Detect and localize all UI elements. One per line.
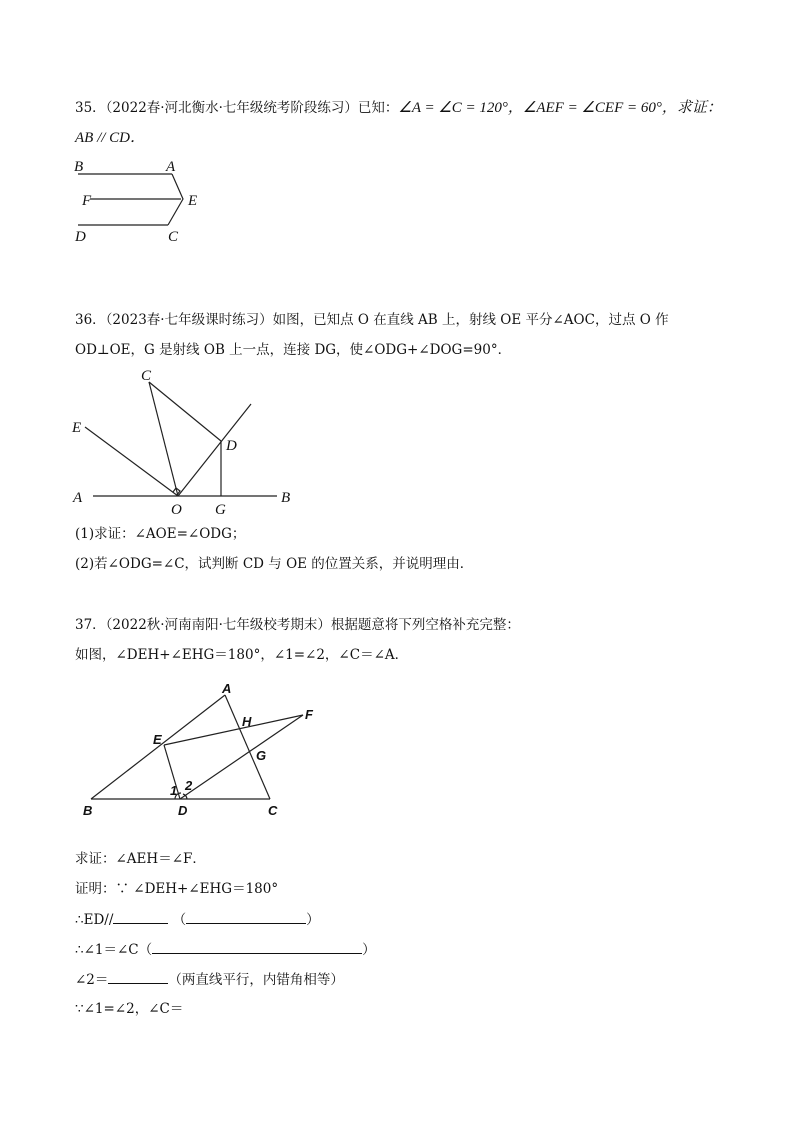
- label-f: F: [305, 707, 313, 722]
- q37-proof-start: 证明：∵ ∠DEH+∠EHG＝180°: [75, 881, 279, 897]
- label-e: E: [153, 732, 162, 747]
- label-g: G: [215, 502, 226, 518]
- blank-step1-reason[interactable]: [186, 909, 306, 924]
- ray-od: [178, 404, 251, 496]
- step3-reason: （两直线平行，内错角相等）: [168, 972, 344, 988]
- q37-step3: [75, 969, 344, 990]
- paren-open-1: （: [172, 912, 187, 928]
- q37-figure: [75, 675, 335, 825]
- q36-figure: [65, 362, 305, 522]
- label-e: E: [188, 193, 198, 209]
- label-c: C: [268, 803, 278, 818]
- label-b: B: [74, 159, 84, 175]
- label-e: E: [72, 420, 82, 436]
- step3-text: ∠2＝: [75, 972, 109, 988]
- q35-condition: ∠A = ∠C = 120°，∠AEF = ∠CEF = 60°，求证：: [398, 100, 722, 116]
- q37-step2: [75, 939, 376, 960]
- q37-step4: ∵∠1=∠2，∠C＝: [75, 1001, 184, 1017]
- q36-line1: 36．（2023春·七年级课时练习）如图，已知点 O 在直线 AB 上，射线 OE 平分∠AOC，过点 O 作: [75, 312, 669, 328]
- blank-step2-reason[interactable]: [152, 939, 362, 954]
- label-b: B: [281, 490, 291, 506]
- label-b: B: [83, 803, 93, 818]
- label-angle-2: 2: [185, 778, 193, 793]
- q37-line1: 37．（2022秋·河南南阳·七年级校考期末）根据题意将下列空格补充完整：: [75, 617, 520, 633]
- q36-part2: (2)若∠ODG=∠C，试判断 CD 与 OE 的位置关系，并说明理由．: [75, 556, 474, 572]
- segment-oc: [149, 382, 178, 496]
- label-c: C: [168, 229, 179, 245]
- q37-step1: [75, 909, 320, 930]
- segment-cd: [149, 382, 221, 441]
- label-d: D: [226, 438, 237, 454]
- blank-step3[interactable]: [108, 969, 168, 984]
- segment-ac: [225, 695, 270, 799]
- segment-ef: [164, 715, 303, 745]
- label-h: H: [242, 714, 252, 729]
- q35-figure: [70, 155, 220, 245]
- q37-prove: 求证：∠AEH＝∠F．: [75, 851, 206, 867]
- label-g: G: [256, 748, 267, 763]
- label-angle-1: 1: [170, 783, 178, 798]
- blank-step1-a[interactable]: [113, 909, 168, 924]
- q35-conclusion: AB // CD．: [75, 130, 145, 146]
- q37-line2: 如图，∠DEH+∠EHG＝180°，∠1=∠2，∠C＝∠A．: [75, 647, 409, 663]
- label-a: A: [222, 681, 232, 696]
- label-a: A: [73, 490, 83, 506]
- label-d: D: [178, 803, 188, 818]
- q35-prefix: 35．（2022春·河北衡水·七年级统考阶段练习）已知：: [75, 100, 399, 116]
- ray-oe: [85, 427, 178, 496]
- paren-close-2: ）: [362, 942, 376, 958]
- q36-line2: OD⊥OE，G 是射线 OB 上一点，连接 DG，使∠ODG+∠DOG=90°．: [75, 342, 512, 358]
- label-f: F: [82, 193, 92, 209]
- label-o: O: [171, 502, 182, 518]
- q36-part1: (1)求证：∠AOE=∠ODG；: [75, 526, 246, 542]
- paren-close-1: ）: [306, 912, 320, 928]
- step2-text: ∴∠1＝∠C（: [75, 942, 153, 958]
- step1-text: ∴ED//: [75, 912, 114, 928]
- label-a: A: [166, 159, 176, 175]
- q35-statement: [75, 98, 722, 118]
- label-c: C: [141, 368, 152, 384]
- label-d: D: [75, 229, 86, 245]
- segment-ba: [91, 695, 225, 799]
